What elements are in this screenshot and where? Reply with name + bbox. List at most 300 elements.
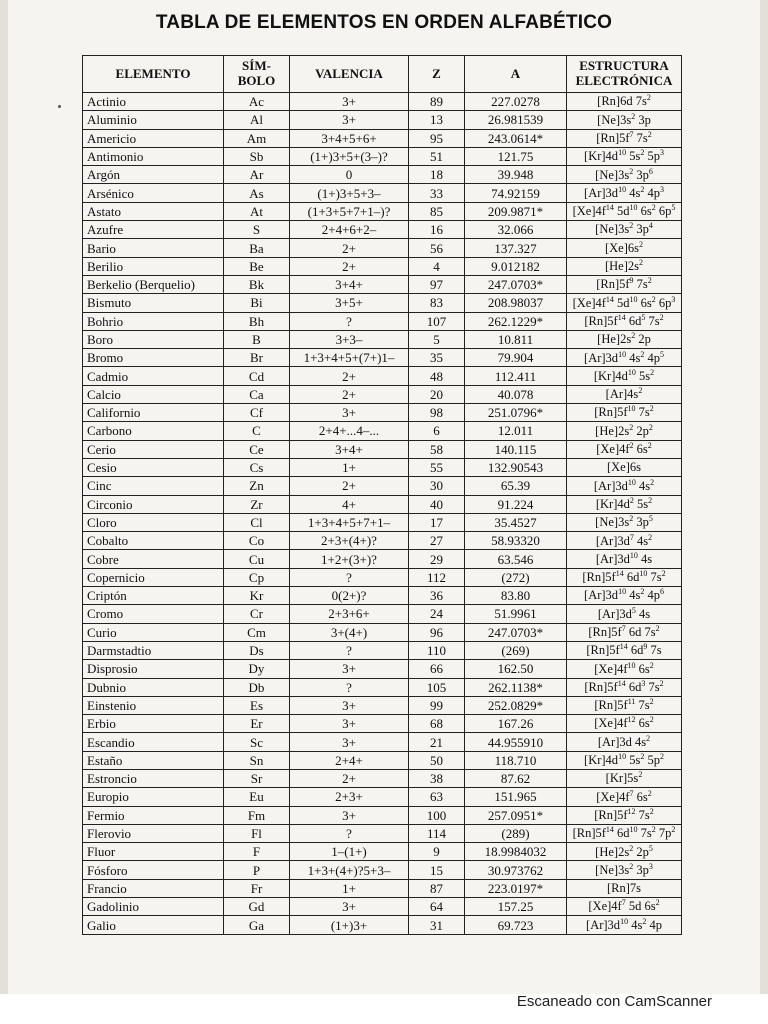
atomic-number-cell: 98 — [409, 404, 465, 422]
element-name-cell: Cobalto — [83, 532, 224, 550]
table-row — [83, 458, 682, 476]
atomic-number-cell: 95 — [409, 129, 465, 147]
atomic-number-cell: 4 — [409, 257, 465, 275]
table-row — [83, 330, 682, 348]
electron-config-cell: $[Ar]4s^2$ — [567, 385, 682, 403]
element-name-cell: Bromo — [83, 349, 224, 367]
table-row — [83, 788, 682, 806]
atomic-number-cell: 5 — [409, 330, 465, 348]
element-name-cell: Azufre — [83, 221, 224, 239]
table-row — [83, 733, 682, 751]
atomic-number-cell: 40 — [409, 495, 465, 513]
atomic-mass-cell: 74.92159 — [465, 184, 567, 202]
atomic-number-cell: 87 — [409, 879, 465, 897]
symbol-cell: Cd — [224, 367, 290, 385]
element-name-cell: Americio — [83, 129, 224, 147]
symbol-cell: Sr — [224, 769, 290, 787]
valence-cell: 2+3+6+ — [290, 605, 409, 623]
atomic-number-cell: 63 — [409, 788, 465, 806]
valence-cell: 2+4+...4–... — [290, 422, 409, 440]
atomic-mass-cell: (289) — [465, 824, 567, 842]
table-body — [83, 93, 682, 935]
atomic-number-cell: 6 — [409, 422, 465, 440]
valence-cell: 2+ — [290, 257, 409, 275]
atomic-mass-cell: 112.411 — [465, 367, 567, 385]
symbol-cell: Fm — [224, 806, 290, 824]
element-name-cell: Circonio — [83, 495, 224, 513]
symbol-cell: Eu — [224, 788, 290, 806]
valence-cell: 3+ — [290, 715, 409, 733]
symbol-cell: Cm — [224, 623, 290, 641]
element-name-cell: Cloro — [83, 513, 224, 531]
atomic-number-cell: 56 — [409, 239, 465, 257]
valence-cell: ? — [290, 678, 409, 696]
table-row — [83, 239, 682, 257]
atomic-mass-cell: 262.1229* — [465, 312, 567, 330]
valence-cell: 3+(4+) — [290, 623, 409, 641]
symbol-cell: S — [224, 221, 290, 239]
symbol-cell: Bi — [224, 294, 290, 312]
element-name-cell: Criptón — [83, 587, 224, 605]
atomic-number-cell: 48 — [409, 367, 465, 385]
electron-config-cell: $[Xe]4f^7$ $6s^2$ — [567, 788, 682, 806]
atomic-number-cell: 85 — [409, 202, 465, 220]
element-name-cell: Flerovio — [83, 824, 224, 842]
atomic-mass-cell: 35.4527 — [465, 513, 567, 531]
electron-config-cell: $[Rn]5f^{14}$ $6d^9$ 7s — [567, 641, 682, 659]
table-row — [83, 843, 682, 861]
electron-config-cell: $[Ar]3d^{10}$ $4s^2$ $4p^3$ — [567, 184, 682, 202]
table-row — [83, 221, 682, 239]
element-name-cell: Cinc — [83, 477, 224, 495]
element-name-cell: Antimonio — [83, 147, 224, 165]
table-header-row — [83, 56, 682, 93]
symbol-cell: Ca — [224, 385, 290, 403]
valence-cell: 2+4+ — [290, 751, 409, 769]
atomic-number-cell: 110 — [409, 641, 465, 659]
atomic-mass-cell: 137.327 — [465, 239, 567, 257]
element-name-cell: Berkelio (Berquelio) — [83, 275, 224, 293]
valence-cell: 2+ — [290, 769, 409, 787]
atomic-mass-cell: 118.710 — [465, 751, 567, 769]
element-name-cell: Cadmio — [83, 367, 224, 385]
atomic-number-cell: 30 — [409, 477, 465, 495]
electron-config-cell: $[Kr]4d^{10}$ $5s^2$ $5p^2$ — [567, 751, 682, 769]
symbol-cell: B — [224, 330, 290, 348]
electron-config-cell: [Ar]3d $4s^2$ — [567, 733, 682, 751]
atomic-mass-cell: 69.723 — [465, 916, 567, 934]
atomic-mass-cell: 51.9961 — [465, 605, 567, 623]
atomic-number-cell: 114 — [409, 824, 465, 842]
table-row — [83, 678, 682, 696]
symbol-cell: Sn — [224, 751, 290, 769]
atomic-mass-cell: 63.546 — [465, 550, 567, 568]
electron-config-cell: $[Xe]4f^{12}$ $6s^2$ — [567, 715, 682, 733]
element-name-cell: Darmstadtio — [83, 641, 224, 659]
atomic-mass-cell: 243.0614* — [465, 129, 567, 147]
electron-config-cell: $[Kr]4d^{10}$ $5s^2$ $5p^3$ — [567, 147, 682, 165]
symbol-cell: Ce — [224, 440, 290, 458]
valence-cell: 2+ — [290, 385, 409, 403]
electron-config-cell: $[Rn]5f^{14}$ $6d^3$ $7s^2$ — [567, 678, 682, 696]
table-row — [83, 605, 682, 623]
column-header: ELEMENTO — [83, 56, 224, 93]
symbol-cell: Zn — [224, 477, 290, 495]
atomic-mass-cell: 58.93320 — [465, 532, 567, 550]
valence-cell: 3+4+ — [290, 275, 409, 293]
electron-config-cell: $[Rn]5f^{14}$ $6d^5$ $7s^2$ — [567, 312, 682, 330]
valence-cell: 3+ — [290, 111, 409, 129]
symbol-cell: Cf — [224, 404, 290, 422]
valence-cell: 1–(1+) — [290, 843, 409, 861]
valence-cell: 1+2+(3+)? — [290, 550, 409, 568]
atomic-mass-cell: 121.75 — [465, 147, 567, 165]
valence-cell: ? — [290, 641, 409, 659]
atomic-number-cell: 29 — [409, 550, 465, 568]
electron-config-cell: $[Rn]5f^9$ $7s^2$ — [567, 275, 682, 293]
table-row — [83, 495, 682, 513]
element-name-cell: Curio — [83, 623, 224, 641]
atomic-mass-cell: 167.26 — [465, 715, 567, 733]
electron-config-cell: $[He]2s^2$ 2p — [567, 330, 682, 348]
element-name-cell: Europio — [83, 788, 224, 806]
element-name-cell: Californio — [83, 404, 224, 422]
table-row — [83, 202, 682, 220]
symbol-cell: Cl — [224, 513, 290, 531]
symbol-cell: Be — [224, 257, 290, 275]
element-name-cell: Bismuto — [83, 294, 224, 312]
electron-config-cell: $[He]2s^2$ $2p^2$ — [567, 422, 682, 440]
electron-config-cell: $[Kr]5s^2$ — [567, 769, 682, 787]
electron-config-cell: $[Xe]4f^7$ 5d $6s^2$ — [567, 898, 682, 916]
atomic-mass-cell: 251.0796* — [465, 404, 567, 422]
elements-table — [82, 55, 682, 935]
element-name-cell: Boro — [83, 330, 224, 348]
column-header: Z — [409, 56, 465, 93]
symbol-cell: Kr — [224, 587, 290, 605]
symbol-cell: Br — [224, 349, 290, 367]
electron-config-cell: $[Rn]5f^7$ 6d $7s^2$ — [567, 623, 682, 641]
valence-cell: 1+3+(4+)?5+3– — [290, 861, 409, 879]
atomic-mass-cell: 247.0703* — [465, 623, 567, 641]
symbol-cell: Cs — [224, 458, 290, 476]
electron-config-cell: $[Ne]3s^2$ $3p^6$ — [567, 166, 682, 184]
atomic-number-cell: 100 — [409, 806, 465, 824]
electron-config-cell: $[Ar]3d^{10}$ $4s^2$ — [567, 477, 682, 495]
symbol-cell: Fl — [224, 824, 290, 842]
atomic-mass-cell: 79.904 — [465, 349, 567, 367]
atomic-mass-cell: 247.0703* — [465, 275, 567, 293]
atomic-number-cell: 105 — [409, 678, 465, 696]
valence-cell: ? — [290, 312, 409, 330]
valence-cell: 3+5+ — [290, 294, 409, 312]
atomic-mass-cell: 151.965 — [465, 788, 567, 806]
element-name-cell: Calcio — [83, 385, 224, 403]
element-name-cell: Carbono — [83, 422, 224, 440]
valence-cell: 3+ — [290, 733, 409, 751]
atomic-number-cell: 13 — [409, 111, 465, 129]
electron-config-cell: $[Rn]5f^{14}$ $6d^{10}$ $7s^2$ — [567, 568, 682, 586]
atomic-mass-cell: 262.1138* — [465, 678, 567, 696]
table-row — [83, 367, 682, 385]
symbol-cell: F — [224, 843, 290, 861]
atomic-number-cell: 38 — [409, 769, 465, 787]
atomic-mass-cell: 209.9871* — [465, 202, 567, 220]
valence-cell: 2+ — [290, 367, 409, 385]
valence-cell: 2+3+ — [290, 788, 409, 806]
element-name-cell: Cobre — [83, 550, 224, 568]
symbol-cell: Db — [224, 678, 290, 696]
atomic-mass-cell: 132.90543 — [465, 458, 567, 476]
symbol-cell: Am — [224, 129, 290, 147]
electron-config-cell: $[Xe]6s^2$ — [567, 239, 682, 257]
symbol-cell: As — [224, 184, 290, 202]
table-row — [83, 294, 682, 312]
electron-config-cell: [Rn]7s — [567, 879, 682, 897]
valence-cell: (1+)3+5+(3–)? — [290, 147, 409, 165]
symbol-cell: C — [224, 422, 290, 440]
atomic-mass-cell: 157.25 — [465, 898, 567, 916]
element-name-cell: Cesio — [83, 458, 224, 476]
valence-cell: (1+)3+5+3– — [290, 184, 409, 202]
atomic-mass-cell: 26.981539 — [465, 111, 567, 129]
table-row — [83, 184, 682, 202]
atomic-mass-cell: 32.066 — [465, 221, 567, 239]
element-name-cell: Fósforo — [83, 861, 224, 879]
electron-config-cell: $[Xe]4f^{14}$ $5d^{10}$ $6s^2$ $6p^5$ — [567, 202, 682, 220]
scan-speck — [58, 105, 61, 108]
table-row — [83, 696, 682, 714]
table-row — [83, 587, 682, 605]
symbol-cell: Er — [224, 715, 290, 733]
valence-cell: 2+4+6+2– — [290, 221, 409, 239]
symbol-cell: Ac — [224, 93, 290, 111]
table-row — [83, 660, 682, 678]
atomic-number-cell: 89 — [409, 93, 465, 111]
electron-config-cell: $[Ne]3s^2$ $3p^3$ — [567, 861, 682, 879]
table-row — [83, 477, 682, 495]
electron-config-cell: $[Rn]5f^{10}$ $7s^2$ — [567, 404, 682, 422]
element-name-cell: Berilio — [83, 257, 224, 275]
electron-config-cell: $[Ar]3d^7$ $4s^2$ — [567, 532, 682, 550]
electron-config-cell: $[Ar]3d^5$ 4s — [567, 605, 682, 623]
valence-cell: 3+ — [290, 93, 409, 111]
table-row — [83, 147, 682, 165]
atomic-number-cell: 55 — [409, 458, 465, 476]
element-name-cell: Disprosio — [83, 660, 224, 678]
column-header: SÍM- BOLO — [224, 56, 290, 93]
valence-cell: 2+ — [290, 477, 409, 495]
table-row — [83, 111, 682, 129]
table-row — [83, 257, 682, 275]
table-row — [83, 568, 682, 586]
symbol-cell: P — [224, 861, 290, 879]
atomic-number-cell: 27 — [409, 532, 465, 550]
atomic-mass-cell: 12.011 — [465, 422, 567, 440]
table-row — [83, 623, 682, 641]
symbol-cell: Ba — [224, 239, 290, 257]
symbol-cell: Cr — [224, 605, 290, 623]
symbol-cell: Bk — [224, 275, 290, 293]
table-row — [83, 275, 682, 293]
atomic-mass-cell: 257.0951* — [465, 806, 567, 824]
table-row — [83, 550, 682, 568]
valence-cell: 3+ — [290, 404, 409, 422]
valence-cell: 2+ — [290, 239, 409, 257]
symbol-cell: Ds — [224, 641, 290, 659]
atomic-mass-cell: 18.9984032 — [465, 843, 567, 861]
electron-config-cell: [Rn]6d $7s^2$ — [567, 93, 682, 111]
electron-config-cell: $[Xe]4f^{14}$ $5d^{10}$ $6s^2$ $6p^3$ — [567, 294, 682, 312]
table-row — [83, 898, 682, 916]
valence-cell: 3+ — [290, 806, 409, 824]
table-row — [83, 916, 682, 934]
column-header: ESTRUCTURA ELECTRÓNICA — [567, 56, 682, 93]
element-name-cell: Dubnio — [83, 678, 224, 696]
table-row — [83, 879, 682, 897]
table-row — [83, 861, 682, 879]
atomic-mass-cell: (272) — [465, 568, 567, 586]
atomic-mass-cell: 9.012182 — [465, 257, 567, 275]
camscanner-footer: Escaneado con CamScanner — [516, 993, 712, 1010]
symbol-cell: At — [224, 202, 290, 220]
element-name-cell: Estroncio — [83, 769, 224, 787]
valence-cell: (1+3+5+7+1–)? — [290, 202, 409, 220]
symbol-cell: Ga — [224, 916, 290, 934]
atomic-number-cell: 50 — [409, 751, 465, 769]
atomic-number-cell: 17 — [409, 513, 465, 531]
atomic-number-cell: 31 — [409, 916, 465, 934]
atomic-mass-cell: 44.955910 — [465, 733, 567, 751]
table-row — [83, 641, 682, 659]
column-header: VALENCIA — [290, 56, 409, 93]
table-row — [83, 404, 682, 422]
atomic-mass-cell: 65.39 — [465, 477, 567, 495]
valence-cell: 3+ — [290, 898, 409, 916]
atomic-number-cell: 99 — [409, 696, 465, 714]
element-name-cell: Bohrio — [83, 312, 224, 330]
valence-cell: 2+3+(4+)? — [290, 532, 409, 550]
element-name-cell: Actinio — [83, 93, 224, 111]
element-name-cell: Galio — [83, 916, 224, 934]
atomic-number-cell: 96 — [409, 623, 465, 641]
valence-cell: 3+ — [290, 696, 409, 714]
symbol-cell: Al — [224, 111, 290, 129]
electron-config-cell: $[He]2s^2$ — [567, 257, 682, 275]
table-row — [83, 769, 682, 787]
atomic-number-cell: 16 — [409, 221, 465, 239]
atomic-mass-cell: 40.078 — [465, 385, 567, 403]
atomic-number-cell: 58 — [409, 440, 465, 458]
atomic-number-cell: 97 — [409, 275, 465, 293]
valence-cell: 1+3+4+5+(7+)1– — [290, 349, 409, 367]
element-name-cell: Arsénico — [83, 184, 224, 202]
atomic-number-cell: 66 — [409, 660, 465, 678]
electron-config-cell: $[Ar]3d^{10}$ $4s^2$ 4p — [567, 916, 682, 934]
electron-config-cell: $[Ne]3s^2$ $3p^4$ — [567, 221, 682, 239]
atomic-mass-cell: 208.98037 — [465, 294, 567, 312]
element-name-cell: Estaño — [83, 751, 224, 769]
table-row — [83, 129, 682, 147]
symbol-cell: Sb — [224, 147, 290, 165]
atomic-number-cell: 83 — [409, 294, 465, 312]
valence-cell: 3+4+5+6+ — [290, 129, 409, 147]
atomic-mass-cell: 10.811 — [465, 330, 567, 348]
electron-config-cell: $[Kr]4d^2$ $5s^2$ — [567, 495, 682, 513]
element-name-cell: Fluor — [83, 843, 224, 861]
element-name-cell: Erbio — [83, 715, 224, 733]
electron-config-cell: $[Ar]3d^{10}$ $4s^2$ $4p^6$ — [567, 587, 682, 605]
atomic-mass-cell: 227.0278 — [465, 93, 567, 111]
symbol-cell: Co — [224, 532, 290, 550]
electron-config-cell: $[Ne]3s^2$ 3p — [567, 111, 682, 129]
symbol-cell: Es — [224, 696, 290, 714]
table-row — [83, 93, 682, 111]
electron-config-cell: $[Ar]3d^{10}$ 4s — [567, 550, 682, 568]
electron-config-cell: $[Rn]5f^{12}$ $7s^2$ — [567, 806, 682, 824]
element-name-cell: Cromo — [83, 605, 224, 623]
symbol-cell: Bh — [224, 312, 290, 330]
table-row — [83, 385, 682, 403]
valence-cell: 3+4+ — [290, 440, 409, 458]
element-name-cell: Francio — [83, 879, 224, 897]
symbol-cell: Cp — [224, 568, 290, 586]
electron-config-cell: $[Kr]4d^{10}$ $5s^2$ — [567, 367, 682, 385]
valence-cell: 0 — [290, 166, 409, 184]
symbol-cell: Sc — [224, 733, 290, 751]
symbol-cell: Fr — [224, 879, 290, 897]
electron-config-cell: $[Ne]3s^2$ $3p^5$ — [567, 513, 682, 531]
atomic-mass-cell: 87.62 — [465, 769, 567, 787]
valence-cell: 1+3+4+5+7+1– — [290, 513, 409, 531]
atomic-number-cell: 21 — [409, 733, 465, 751]
atomic-mass-cell: 83.80 — [465, 587, 567, 605]
electron-config-cell: $[Ar]3d^{10}$ $4s^2$ $4p^5$ — [567, 349, 682, 367]
valence-cell: 1+ — [290, 879, 409, 897]
atomic-number-cell: 35 — [409, 349, 465, 367]
element-name-cell: Aluminio — [83, 111, 224, 129]
table-row — [83, 715, 682, 733]
valence-cell: 0(2+)? — [290, 587, 409, 605]
electron-config-cell: $[Rn]5f^7$ $7s^2$ — [567, 129, 682, 147]
valence-cell: ? — [290, 568, 409, 586]
table-row — [83, 312, 682, 330]
atomic-mass-cell: 162.50 — [465, 660, 567, 678]
element-name-cell: Gadolinio — [83, 898, 224, 916]
atomic-mass-cell: 252.0829* — [465, 696, 567, 714]
atomic-number-cell: 112 — [409, 568, 465, 586]
valence-cell: 4+ — [290, 495, 409, 513]
symbol-cell: Cu — [224, 550, 290, 568]
valence-cell: ? — [290, 824, 409, 842]
electron-config-cell: $[Xe]4f^{10}$ $6s^2$ — [567, 660, 682, 678]
element-name-cell: Escandio — [83, 733, 224, 751]
symbol-cell: Ar — [224, 166, 290, 184]
valence-cell: 1+ — [290, 458, 409, 476]
atomic-number-cell: 24 — [409, 605, 465, 623]
electron-config-cell: [Xe]6s — [567, 458, 682, 476]
valence-cell: 3+ — [290, 660, 409, 678]
atomic-mass-cell: 30.973762 — [465, 861, 567, 879]
electron-config-cell: $[Rn]5f^{14}$ $6d^{10}$ $7s^2$ $7p^2$ — [567, 824, 682, 842]
element-name-cell: Argón — [83, 166, 224, 184]
page-title: TABLA DE ELEMENTOS EN ORDEN ALFABÉTICO — [155, 12, 613, 33]
atomic-mass-cell: 91.224 — [465, 495, 567, 513]
atomic-number-cell: 68 — [409, 715, 465, 733]
element-name-cell: Astato — [83, 202, 224, 220]
atomic-number-cell: 51 — [409, 147, 465, 165]
atomic-mass-cell: (269) — [465, 641, 567, 659]
